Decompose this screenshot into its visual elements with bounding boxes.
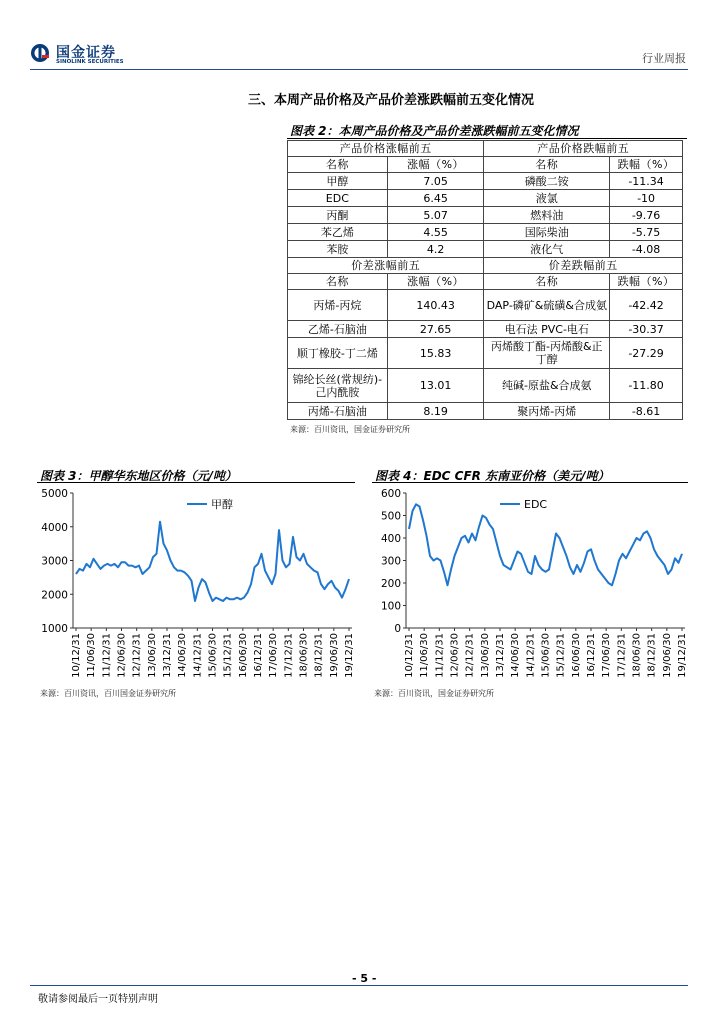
y-tick-label: 3000 xyxy=(41,555,68,568)
table-row xyxy=(288,338,683,369)
x-tick-label: 12/12/31 xyxy=(464,633,476,678)
logo-text-cn: 国金证券 xyxy=(56,45,116,61)
table-cell: 7.05 xyxy=(387,173,484,190)
table-cell: 4.55 xyxy=(387,224,484,241)
y-tick-label: 300 xyxy=(380,555,401,568)
logo-text-en: SINOLINK SECURITIES xyxy=(56,59,124,65)
y-tick-label: 4000 xyxy=(41,521,68,534)
table-row xyxy=(288,173,683,190)
y-tick-label: 5000 xyxy=(41,488,68,500)
x-tick-label: 12/12/31 xyxy=(131,633,143,678)
x-tick-label: 16/06/30 xyxy=(237,633,249,678)
table-column-header: 涨幅（%） xyxy=(387,274,484,290)
table-group-header: 产品价格涨幅前五 xyxy=(288,141,484,157)
x-tick-label: 15/12/31 xyxy=(555,633,567,678)
figure4-source: 来源：百川资讯，国金证券研究所 xyxy=(374,689,494,698)
table-cell: 纯碱-原盐&合成氨 xyxy=(484,369,610,403)
table-cell: -9.76 xyxy=(610,207,683,224)
series-line-methanol xyxy=(76,522,349,601)
table-cell: 27.65 xyxy=(387,321,484,338)
table-row xyxy=(288,274,683,290)
x-tick-label: 14/06/30 xyxy=(510,633,522,678)
table-row xyxy=(288,207,683,224)
table-cell: -42.42 xyxy=(610,290,683,321)
table-cell: 国际柴油 xyxy=(484,224,610,241)
table-cell: 140.43 xyxy=(387,290,484,321)
table-cell: -8.61 xyxy=(610,403,683,420)
table-cell: 磷酸二铵 xyxy=(484,173,610,190)
series-line-edc xyxy=(409,504,682,585)
x-tick-label: 12/06/30 xyxy=(449,633,461,678)
table-row xyxy=(288,258,683,274)
table-row xyxy=(288,141,683,157)
table-cell: 锦纶长丝(常规纺)-己内酰胺 xyxy=(288,369,388,403)
figure4-title: 图表 4：EDC CFR 东南亚价格（美元/吨） xyxy=(375,469,610,483)
company-logo-icon xyxy=(30,43,50,63)
table-group-header: 价差涨幅前五 xyxy=(288,258,484,274)
table-cell: 8.19 xyxy=(387,403,484,420)
table-cell: 乙烯-石脑油 xyxy=(288,321,388,338)
y-tick-label: 600 xyxy=(380,488,401,500)
table-row xyxy=(288,190,683,207)
x-tick-label: 17/06/30 xyxy=(268,633,280,678)
table-cell: 苯乙烯 xyxy=(288,224,388,241)
x-tick-label: 10/12/31 xyxy=(404,633,415,678)
table-row xyxy=(288,224,683,241)
table-cell: 丙酮 xyxy=(288,207,388,224)
table-cell: 电石法 PVC-电石 xyxy=(484,321,610,338)
legend-label: 甲醇 xyxy=(211,498,233,511)
table-cell: 6.45 xyxy=(387,190,484,207)
table-row xyxy=(288,403,683,420)
table-column-header: 名称 xyxy=(288,157,388,173)
x-tick-label: 15/06/30 xyxy=(540,633,552,678)
table-cell: 丙烯-丙烷 xyxy=(288,290,388,321)
table-cell: -11.34 xyxy=(610,173,683,190)
x-tick-label: 13/12/31 xyxy=(162,633,173,678)
table-column-header: 名称 xyxy=(484,274,610,290)
table-row xyxy=(288,369,683,403)
table-cell: DAP-磷矿&硫磺&合成氨 xyxy=(484,290,610,321)
edc-price-chart xyxy=(370,485,690,685)
x-tick-label: 19/06/30 xyxy=(661,633,673,678)
x-tick-label: 14/06/30 xyxy=(177,633,189,678)
x-tick-label: 18/12/31 xyxy=(646,633,658,678)
table-cell: 甲醇 xyxy=(288,173,388,190)
section-title: 三、本周产品价格及产品价差涨跌幅前五变化情况 xyxy=(248,93,535,108)
legend-label: EDC xyxy=(524,498,548,511)
table-cell: 液化气 xyxy=(484,241,610,258)
disclaimer-note: 敬请参阅最后一页特别声明 xyxy=(38,994,158,1005)
figure2-title: 图表 2：本周产品价格及产品价差涨跌幅前五变化情况 xyxy=(290,124,579,138)
x-tick-label: 19/12/31 xyxy=(677,633,688,678)
x-tick-label: 10/12/31 xyxy=(71,633,82,678)
table-group-header: 价差跌幅前五 xyxy=(484,258,683,274)
x-tick-label: 11/12/31 xyxy=(101,633,113,678)
table-cell: -4.08 xyxy=(610,241,683,258)
table-cell: -11.80 xyxy=(610,369,683,403)
report-type-label: 行业周报 xyxy=(642,52,686,65)
x-tick-label: 12/06/30 xyxy=(116,633,128,678)
x-tick-label: 17/12/31 xyxy=(283,633,295,678)
y-tick-label: 400 xyxy=(380,533,401,545)
x-tick-label: 19/12/31 xyxy=(344,633,355,678)
table-cell: -30.37 xyxy=(610,321,683,338)
y-tick-label: 500 xyxy=(380,510,401,523)
table-cell: -10 xyxy=(610,190,683,207)
x-tick-label: 18/12/31 xyxy=(313,633,325,678)
table-row xyxy=(288,321,683,338)
x-tick-label: 16/12/31 xyxy=(253,633,264,678)
table-cell: 顺丁橡胶-丁二烯 xyxy=(288,338,388,369)
table-cell: 13.01 xyxy=(387,369,484,403)
x-tick-label: 14/12/31 xyxy=(192,633,204,678)
table-column-header: 名称 xyxy=(288,274,388,290)
x-tick-label: 13/06/30 xyxy=(146,633,158,678)
table-cell: -5.75 xyxy=(610,224,683,241)
table-cell: 苯胺 xyxy=(288,241,388,258)
table-cell: EDC xyxy=(288,190,388,207)
footer-divider xyxy=(30,985,688,986)
table-cell: 聚丙烯-丙烯 xyxy=(484,403,610,420)
x-tick-label: 14/12/31 xyxy=(525,633,537,678)
x-tick-label: 15/12/31 xyxy=(222,633,234,678)
table-column-header: 名称 xyxy=(484,157,610,173)
table-cell: 15.83 xyxy=(387,338,484,369)
table-column-header: 涨幅（%） xyxy=(387,157,484,173)
table-column-header: 跌幅（%） xyxy=(610,157,683,173)
table-cell: 燃料油 xyxy=(484,207,610,224)
x-tick-label: 16/12/31 xyxy=(586,633,597,678)
x-tick-label: 13/06/30 xyxy=(479,633,491,678)
table-row xyxy=(288,290,683,321)
table-cell: 5.07 xyxy=(387,207,484,224)
table-cell: 4.2 xyxy=(387,241,484,258)
page-number: - 5 - xyxy=(352,972,377,985)
table-row xyxy=(288,157,683,173)
table-group-header: 产品价格跌幅前五 xyxy=(484,141,683,157)
x-tick-label: 13/12/31 xyxy=(495,633,506,678)
figure3-source: 来源：百川资讯，百川国金证券研究所 xyxy=(40,689,176,698)
price-change-table xyxy=(287,140,683,420)
y-tick-label: 0 xyxy=(394,623,401,635)
table-cell: 丙烯-石脑油 xyxy=(288,403,388,420)
y-tick-label: 200 xyxy=(380,578,401,590)
figure3-title: 图表 3：甲醇华东地区价格（元/吨） xyxy=(40,469,237,483)
table-cell: 液氯 xyxy=(484,190,610,207)
x-tick-label: 11/06/30 xyxy=(419,633,431,678)
x-tick-label: 18/06/30 xyxy=(631,633,643,678)
x-tick-label: 16/06/30 xyxy=(570,633,582,678)
x-tick-label: 15/06/30 xyxy=(207,633,219,678)
methanol-price-chart xyxy=(37,485,357,685)
x-tick-label: 11/12/31 xyxy=(434,633,446,678)
table-column-header: 跌幅（%） xyxy=(610,274,683,290)
y-tick-label: 2000 xyxy=(41,589,68,602)
x-tick-label: 19/06/30 xyxy=(328,633,340,678)
table-cell: -27.29 xyxy=(610,338,683,369)
table-cell: 丙烯酸丁酯-丙烯酸&正丁醇 xyxy=(484,338,610,369)
y-tick-label: 100 xyxy=(380,600,401,613)
table-row xyxy=(288,241,683,258)
x-tick-label: 18/06/30 xyxy=(298,633,310,678)
x-tick-label: 17/12/31 xyxy=(616,633,628,678)
x-tick-label: 11/06/30 xyxy=(86,633,98,678)
y-tick-label: 1000 xyxy=(41,623,68,635)
figure2-source: 来源：百川资讯，国金证券研究所 xyxy=(290,425,410,434)
x-tick-label: 17/06/30 xyxy=(601,633,613,678)
header-divider xyxy=(30,69,688,70)
